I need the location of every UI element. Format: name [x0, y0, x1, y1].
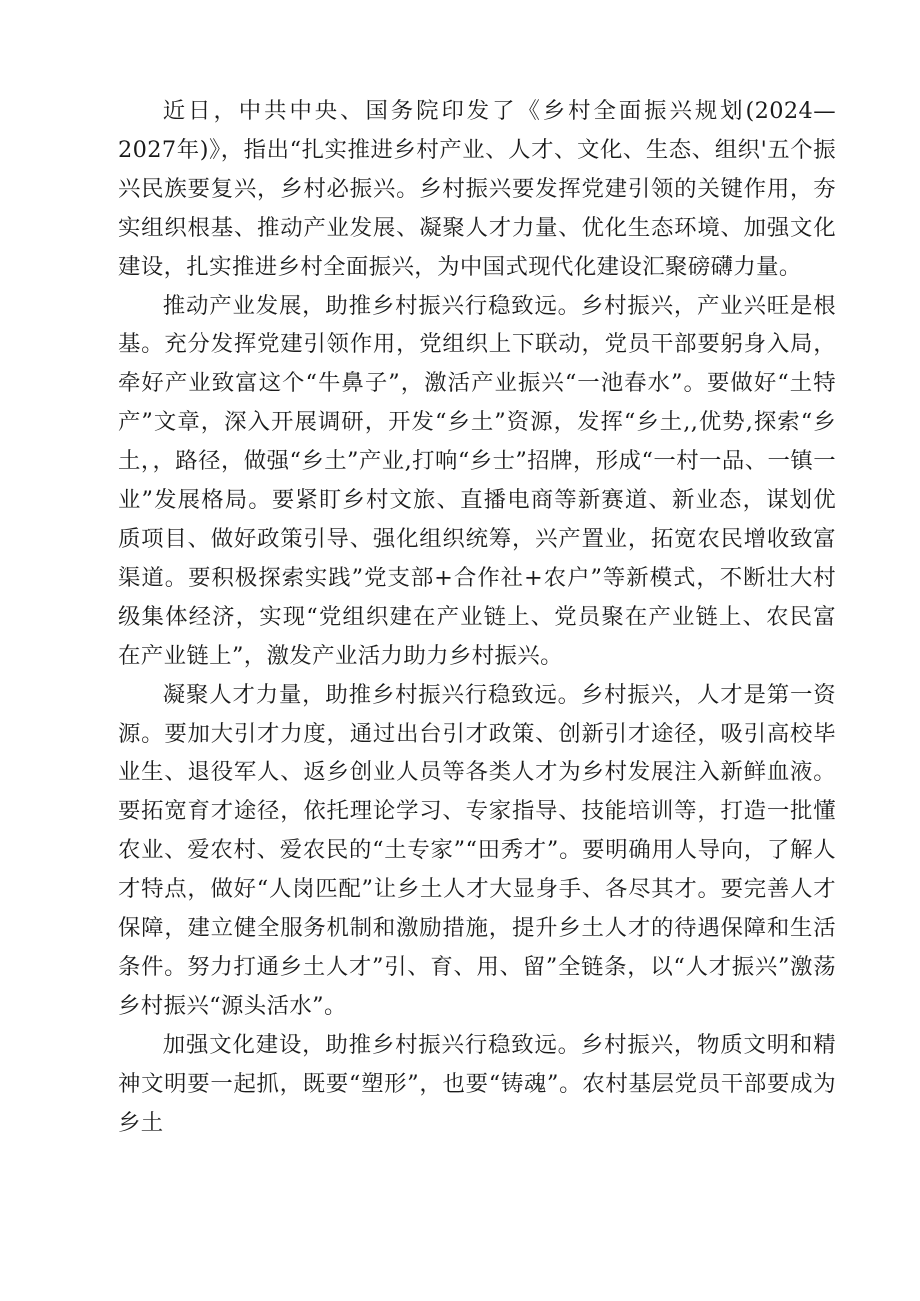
paragraph-culture: 加强文化建设，助推乡村振兴行稳致远。乡村振兴，物质文明和精神文明要一起抓，既要“塑形”，也要“铸魂”。农村基层党员干部要成为乡土 [118, 1031, 836, 1136]
paragraph-intro: 近日，中共中央、国务院印发了《乡村全面振兴规划(2024—2027年)》，指出“扎实推进乡村产业、人才、文化、生态、组织'五个振兴民族要复兴，乡村必振兴。乡村振兴要发挥党建引领的关键作用，夯实组织根基、推动产业发展、凝聚人才力量、优化生态环境、加强文化建设，扎实推进乡村全面振兴，为中国式现代化建设汇聚磅礴力量。 [118, 98, 836, 280]
paragraph-industry: 推动产业发展，助推乡村振兴行稳致远。乡村振兴，产业兴旺是根基。充分发挥党建引领作用，党组织上下联动，党员干部要躬身入局，牵好产业致富这个“牛鼻子”，激活产业振兴“一池春水”。要做好“土特产”文章，深入开展调研，开发“乡土”资源，发挥“乡土,,优势,探索“乡土，，路径，做强“乡土”产业,打响“乡士”招牌，形成“一村一品、一镇一业”发展格局。要紧盯乡村文旅、直播电商等新赛道、新业态，谋划优质项目、做好政策引导、强化组织统筹，兴产置业，拓宽农民增收致富渠道。要积极探索实践”党支部+合作社+农户”等新模式，不断壮大村级集体经济，实现“党组织建在产业链上、党员聚在产业链上、农民富在产业链上”，激发产业活力助力乡村振兴。 [118, 292, 836, 669]
paragraph-talent: 凝聚人才力量，助推乡村振兴行稳致远。乡村振兴，人才是第一资源。要加大引才力度，通过出台引才政策、创新引才途径，吸引高校毕业生、退役军人、返乡创业人员等各类人才为乡村发展注入新鲜血液。要拓宽育才途径，依托理论学习、专家指导、技能培训等，打造一批懂农业、爱农村、爱农民的“土专家”“田秀才”。要明确用人导向，了解人才特点，做好“人岗匹配”让乡土人才大显身手、各尽其才。要完善人才保障，建立健全服务机制和激励措施，提升乡土人才的待遇保障和生活条件。努力打通乡土人才”引、育、用、留”全链条，以“人才振兴”激荡乡村振兴“源头活水”。 [118, 681, 836, 1019]
document-body [118, 92, 836, 1142]
